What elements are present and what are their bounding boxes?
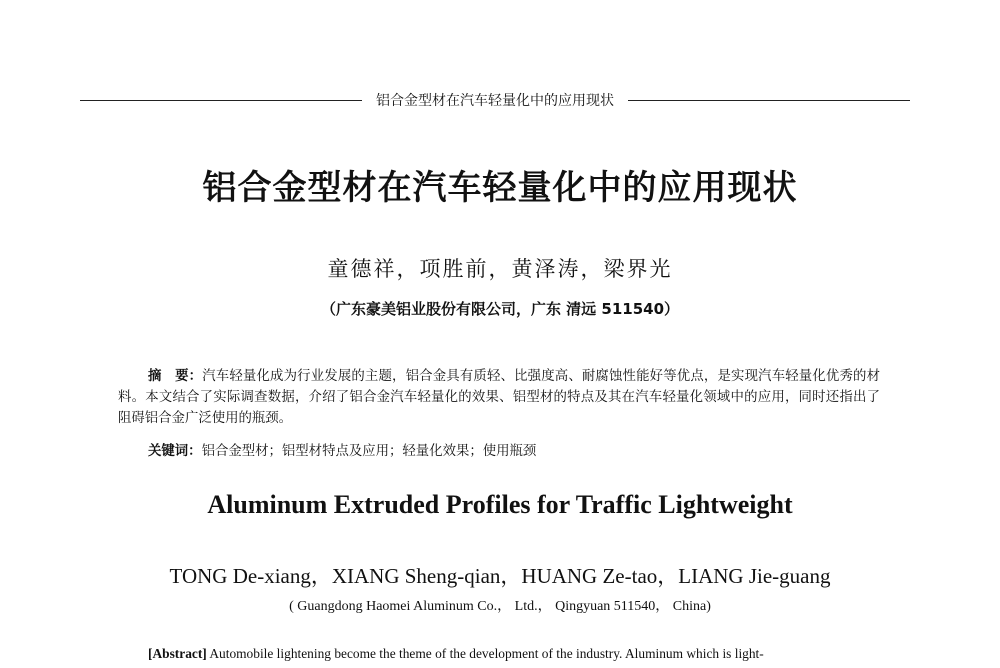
english-abstract-text: Automobile lightening become the theme of the development of the industry. Aluminum which is light-: [206, 646, 764, 661]
chinese-abstract: [118, 366, 880, 429]
english-abstract: [148, 646, 888, 662]
english-affiliation: ( Guangdong Haomei Aluminum Co.， Ltd.， Qingyuan 511540， China): [289, 599, 711, 614]
header-rule-left: [80, 100, 362, 101]
chinese-abstract-text: 汽车轻量化成为行业发展的主题，铝合金具有质轻、比强度高、耐腐蚀性能好等优点，是实现汽车轻量化优秀的材料。本文结合了实际调查数据，介绍了铝合金汽车轻量化的效果、铝型材的特点及其在汽车轻量化领域中的应用，同时还指出了阻碍铝合金广泛使用的瓶颈。: [118, 369, 880, 426]
chinese-authors: 童德祥，项胜前，黄泽涛，梁界光: [327, 257, 673, 281]
chinese-keywords-text: 铝合金型材；铝型材特点及应用；轻量化效果；使用瓶颈: [201, 444, 537, 459]
chinese-keywords: [148, 440, 888, 459]
chinese-abstract-label: 摘 要：: [148, 369, 203, 384]
english-authors: TONG De-xiang，XIANG Sheng-qian，HUANG Ze-tao，LIANG Jie-guang: [169, 564, 831, 588]
english-abstract-label: [Abstract]: [148, 646, 207, 661]
english-title: Aluminum Extruded Profiles for Traffic Lightweight: [207, 490, 793, 519]
running-header-text: 铝合金型材在汽车轻量化中的应用现状: [376, 93, 614, 109]
chinese-title: 铝合金型材在汽车轻量化中的应用现状: [202, 168, 798, 208]
chinese-keywords-label: 关键词：: [148, 444, 202, 459]
running-header: [80, 88, 910, 112]
chinese-affiliation: （广东豪美铝业股份有限公司，广东 清远 511540）: [320, 300, 680, 318]
header-rule-right: [628, 100, 910, 101]
